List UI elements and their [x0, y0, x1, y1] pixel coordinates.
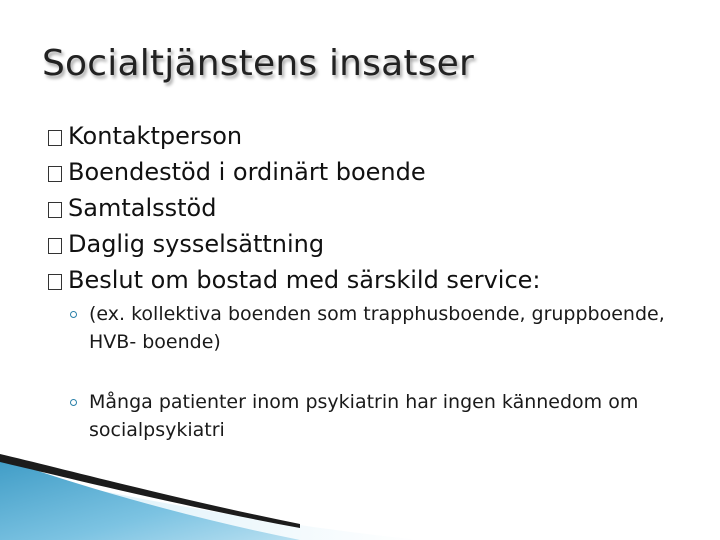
bullet-item-beslut-om-bostad — [48, 262, 708, 298]
sub-bullet-text: (ex. kollektiva boenden som trapphusboende, gruppboende, HVB- boende) — [89, 303, 665, 353]
sub-bullet-text: Många patienter inom psykiatrin har ingen kännedom om socialpsykiatri — [89, 391, 639, 441]
sub-bullet-item — [70, 388, 670, 444]
ring-icon — [70, 311, 77, 318]
bullet-label: Samtalsstöd — [68, 194, 217, 222]
ring-icon — [70, 399, 77, 406]
empty-box-icon — [48, 202, 62, 218]
empty-box-icon — [48, 238, 62, 254]
bullet-item-samtalsstod — [48, 190, 708, 226]
empty-box-icon — [48, 130, 62, 146]
sub-bullet-list — [70, 300, 670, 444]
bullet-label: Boendestöd i ordinärt boende — [68, 158, 426, 186]
empty-box-icon — [48, 166, 62, 182]
slide-title: Socialtjänstens insatser — [42, 43, 475, 84]
decorative-wave-graphic — [0, 450, 720, 540]
empty-box-icon — [48, 274, 62, 290]
bullet-list — [48, 118, 708, 298]
bullet-label: Kontaktperson — [68, 122, 243, 150]
bullet-label: Beslut om bostad med särskild service: — [68, 266, 541, 294]
bullet-item-boendestod — [48, 154, 708, 190]
bullet-label: Daglig sysselsättning — [68, 230, 325, 258]
bullet-item-daglig-sysselsattning — [48, 226, 708, 262]
sub-bullet-item — [70, 300, 670, 356]
bullet-item-kontaktperson — [48, 118, 708, 154]
